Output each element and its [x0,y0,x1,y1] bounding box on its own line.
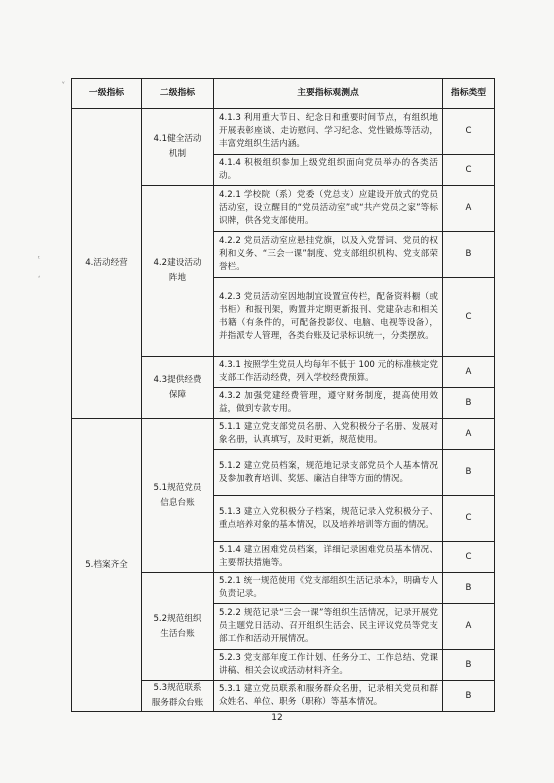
type-cell: A [443,604,495,650]
level1-cell: 5.档案齐全 [72,419,142,712]
observation-cell: 4.2.3 党员活动室因地制宜设置宣传栏，配备资料橱（或书柜）和报刊架，购置并定期更新报刊、党建杂志和相关书籍（有条件的，可配备投影仪、电脑、电视等设备），并指派专人管理，各类台账及记录标识统一，分类摆放。 [214,278,443,357]
observation-cell: 4.2.1 学校院（系）党委（党总支）应建设开放式的党员活动室，设立醒目的“党员活动室”或“共产党员之家”等标识牌，供各党支部使用。 [214,186,443,232]
type-cell: B [443,450,495,496]
observation-cell: 4.1.3 利用重大节日、纪念日和重要时间节点，有组织地开展表彰座谈、走访慰问、学习纪念、党性锻炼等活动，丰富党组织生活内涵。 [214,109,443,155]
observation-cell: 5.1.2 建立党员档案，规范地记录支部党员个人基本情况及参加教育培训、奖惩、廉洁自律等方面的情况。 [214,450,443,496]
level2-cell: 5.3规范联系服务群众台账 [142,681,214,712]
table-row [72,109,495,155]
type-cell: A [443,419,495,450]
type-cell: B [443,388,495,419]
type-cell: B [443,681,495,712]
table-header-row [72,79,495,109]
type-cell: C [443,109,495,155]
type-cell: C [443,542,495,573]
level1-cell: 4.活动经营 [72,109,142,419]
header-level2: 二级指标 [142,79,214,109]
type-cell: A [443,186,495,232]
observation-cell: 4.1.4 积极组织参加上级党组织面向党员举办的各类活动。 [214,155,443,186]
observation-cell: 5.1.1 建立党支部党员名册、入党积极分子名册、发展对象名册，认真填写，及时更新，规范使用。 [214,419,443,450]
page-number: 12 [271,713,283,723]
observation-cell: 5.2.3 党支部年度工作计划、任务分工、工作总结、党课讲稿、相关会议或活动材料齐全。 [214,650,443,681]
header-type: 指标类型 [443,79,495,109]
margin-mark: ᵗ [38,255,41,263]
margin-mark: ʻ [38,275,41,283]
type-cell: B [443,573,495,604]
header-level1: 一级指标 [72,79,142,109]
observation-cell: 4.3.2 加强党建经费管理，遵守财务制度，提高使用效益，做到专款专用。 [214,388,443,419]
level2-cell: 4.1健全活动机制 [142,109,214,186]
type-cell: A [443,357,495,388]
observation-cell: 5.2.1 统一规范使用《党支部组织生活记录本》，明确专人负责记录。 [214,573,443,604]
header-points: 主要指标观测点 [214,79,443,109]
level2-cell: 4.2建设活动阵地 [142,186,214,357]
type-cell: B [443,650,495,681]
observation-cell: 5.1.4 建立困难党员档案，详细记录困难党员基本情况、主要帮扶措施等。 [214,542,443,573]
level2-cell: 4.3提供经费保障 [142,357,214,419]
observation-cell: 5.3.1 建立党员联系和服务群众名册，记录相关党员和群众姓名、单位、职务（职称）等基本情况。 [214,681,443,712]
level2-cell: 5.1规范党员信息台账 [142,419,214,573]
observation-cell: 4.3.1 按照学生党员人均每年不低于 100 元的标准核定党支部工作活动经费，列入学校经费预算。 [214,357,443,388]
level2-cell: 5.2规范组织生活台账 [142,573,214,681]
type-cell: C [443,278,495,357]
observation-cell: 4.2.2 党员活动室应悬挂党旗，以及入党誓词、党员的权利和义务、“三会一课”制度、党支部组织机构、党支部荣誉栏。 [214,232,443,278]
table-row [72,419,495,450]
type-cell: C [443,155,495,186]
margin-mark: ᵛ [62,80,65,88]
type-cell: C [443,496,495,542]
indicator-table [71,78,495,712]
observation-cell: 5.1.3 建立入党积极分子档案，规范记录入党积极分子、重点培养对象的基本情况，以及培养培训等方面的情况。 [214,496,443,542]
observation-cell: 5.2.2 规范记录“三会一课”等组织生活情况，记录开展党员主题党日活动、召开组织生活会、民主评议党员等党支部工作和活动开展情况。 [214,604,443,650]
type-cell: B [443,232,495,278]
